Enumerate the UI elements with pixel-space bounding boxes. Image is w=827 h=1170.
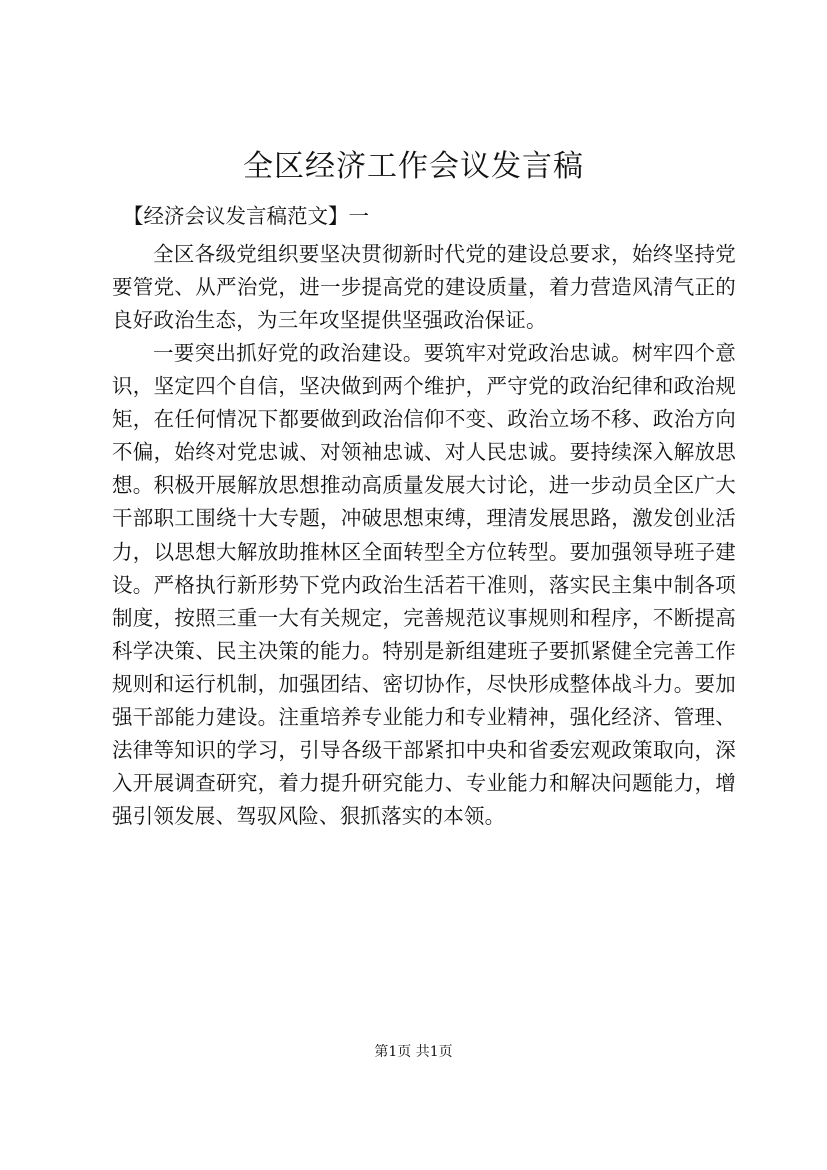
body-paragraph: 一要突出抓好党的政治建设。要筑牢对党政治忠诚。树牢四个意识，坚定四个自信，坚决做到两个维护，严守党的政治纪律和政治规矩，在任何情况下都要做到政治信仰不变、政治立场不移、政治方向不偏，始终对党忠诚、对领袖忠诚、对人民忠诚。要持续深入解放思想。积极开展解放思想推动高质量发展大讨论，进一步动员全区广大干部职工围绕十大专题，冲破思想束缚，理清发展思路，激发创业活力，以思想大解放助推林区全面转型全方位转型。要加强领导班子建设。严格执行新形势下党内政治生活若干准则，落实民主集中制各项制度，按照三重一大有关规定，完善规范议事规则和程序，不断提高科学决策、民主决策的能力。特别是新组建班子要抓紧健全完善工作规则和运行机制，加强团结、密切协作，尽快形成整体战斗力。要加强干部能力建设。注重培养专业能力和专业精神，强化经济、管理、法律等知识的学习，引导各级干部紧扣中央和省委宏观政策取向，深入开展调查研究，着力提升研究能力、专业能力和解决问题能力，增强引领发展、驾驭风险、狠抓落实的本领。 — [112, 341, 736, 829]
page-footer: 第1页 共1页 — [374, 1044, 453, 1060]
document-subtitle: 【经济会议发言稿范文】一 — [123, 204, 369, 228]
body-paragraph: 全区各级党组织要坚决贯彻新时代党的建设总要求，始终坚持党要管党、从严治党，进一步提高党的建设质量，着力营造风清气正的良好政治生态，为三年攻坚提供坚强政治保证。 — [112, 242, 736, 333]
document-title: 全区经济工作会议发言稿 — [243, 149, 584, 184]
